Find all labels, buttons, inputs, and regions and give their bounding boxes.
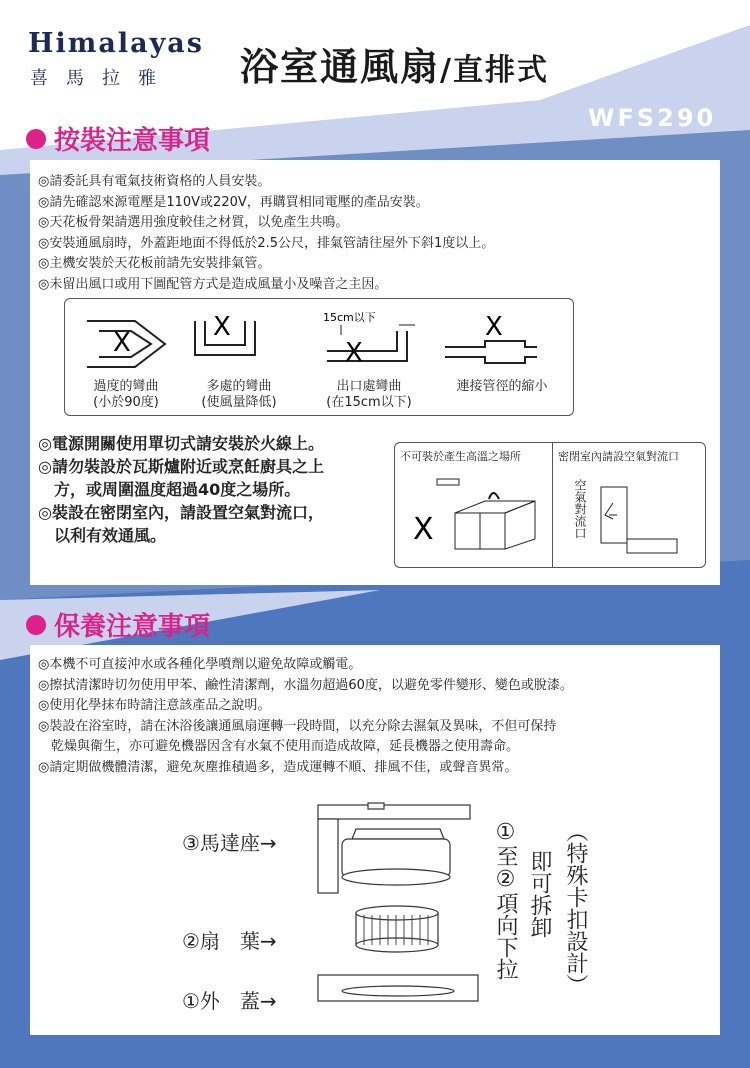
install-heading-text: 按裝注意事項 [54,126,211,156]
fan-parts-illustration [312,795,492,1035]
model-number: WFS290 [588,104,717,132]
list-item: ◎天花板骨架請選用強度較佳之材質，以免產生共鳴。 [38,215,349,230]
list-item: 方，或周圍溫度超過40度之場所。 [38,480,301,499]
x-mark-2: X [213,312,231,342]
caption-1-line1: 過度的彎曲 [93,379,159,394]
caption-1-line2: (小於90度) [93,395,159,410]
location-diagram-box [394,442,706,568]
caption-4-line1: 連接管徑的縮小 [456,379,548,394]
list-item: ◎請委託具有電氣技術資格的人員安裝。 [38,174,271,189]
dimension-label: 15cm以下 [323,311,376,324]
caption-2-line1: 多處的彎曲 [206,379,272,394]
title-sub: /直排式 [440,53,549,88]
list-item: ◎請定期做機體清潔，避免灰塵推積過多，造成運轉不順、排風不佳，或聲音異常。 [38,759,518,775]
no-install-x-mark: X [413,512,434,547]
brand-name-zh: 喜馬拉雅 [30,68,174,89]
list-item: 乾燥與衛生，亦可避免機器因含有水氣不使用而造成故障，延長機器之使用壽命。 [38,739,520,754]
caption-2 [179,379,299,411]
list-item: ◎本機不可直接沖水或各種化學噴劑以避免故障或觸電。 [38,657,362,672]
caption-1 [71,379,181,411]
x-mark-3: X [345,338,363,368]
list-item: ◎裝設在浴室時，請在沐浴後讓通風扇運轉一段時間，以充分除去濕氣及異味，不但可保持 [38,718,557,734]
x-mark-4: X [485,312,503,342]
caption-4 [435,379,569,395]
install-heading [26,120,210,157]
caption-3-line1: 出口處彎曲 [336,379,402,394]
vent-label: 空氣對流口 [573,479,587,539]
brand-name-en: Himalayas [28,28,204,59]
pink-dot-icon [26,129,46,149]
vent-advice-label: 密閉室內請設空氣對流口 [558,450,679,463]
care-heading-text: 保養注意事項 [54,612,211,642]
list-item: ◎請先確認來源電壓是110V或220V，再購買相同電壓的產品安裝。 [38,194,429,210]
part-cover-label: ①外 蓋→ [182,989,277,1013]
list-item: ◎未留出風口或用下圖配管方式是造成風量小及噪音之主因。 [38,276,388,292]
part-motor-label: ③馬達座→ [182,831,277,855]
care-heading [26,606,210,643]
page-title [240,36,549,91]
x-mark-1: X [113,328,131,358]
pink-dot-icon [26,615,46,635]
piping-diagram-box [64,298,574,416]
list-item: ◎裝設在密閉室內，請設置空氣對流口， [38,503,324,522]
location-illustration [395,443,707,569]
caption-3-line2: (在15cm以下) [326,395,412,410]
install-panel [30,160,720,585]
caption-3 [309,379,429,411]
list-item: ◎電源開關使用單切式請安裝於火線上。 [38,434,324,453]
instruction-special-clip: （特殊卡扣設計） [563,820,588,996]
list-item: ◎使用化學抹布時請注意該產品之說明。 [38,698,271,713]
instruction-pull-down: ①至②項向下拉 [493,820,518,980]
part-fan-label: ②扇 葉→ [182,929,277,953]
list-item: ◎擦拭清潔時切勿使用甲苯、鹼性清潔劑，水溫勿超過60度，以避免零件變形、變色或脫漆。 [38,677,573,693]
list-item: ◎安裝通風扇時，外蓋距地面不得低於2.5公尺，排氣管請往屋外下斜1度以上。 [38,235,495,251]
install-list [38,172,494,295]
no-heat-label: 不可裝於產生高溫之場所 [400,450,521,463]
list-item: 以利有效通風。 [38,526,167,545]
title-main: 浴室通風扇 [240,45,441,89]
list-item: ◎主機安裝於天花板前請先安裝排氣管。 [38,256,271,271]
care-list [38,655,573,778]
caption-2-line2: (使風量降低) [201,395,277,410]
install-list-2 [38,432,324,547]
instruction-removable: 即可拆卸 [527,850,552,938]
list-item: ◎請勿裝設於瓦斯爐附近或烹飪廚具之上 [38,457,324,476]
care-panel [30,645,720,1035]
